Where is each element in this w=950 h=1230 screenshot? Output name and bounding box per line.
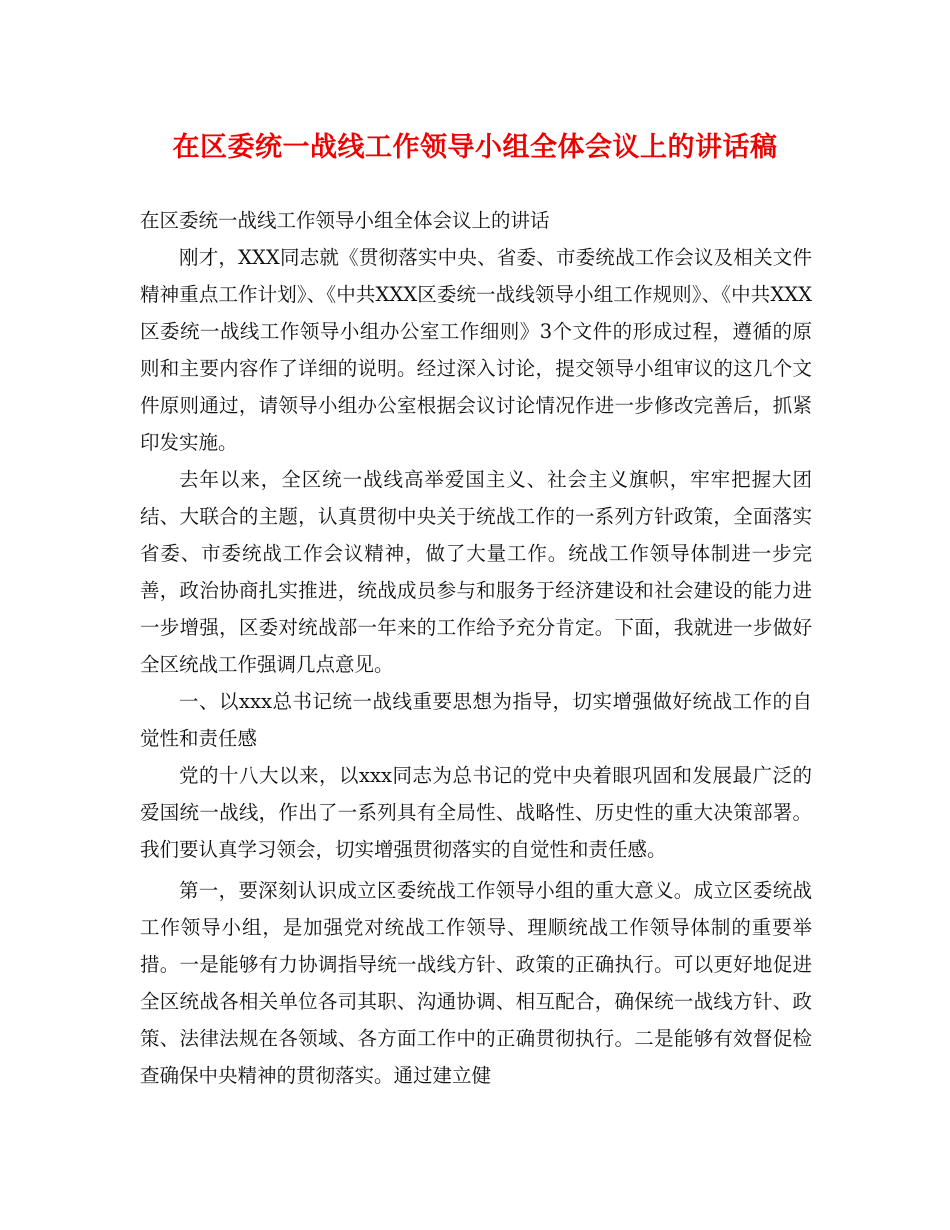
document-title: 在区委统一战线工作领导小组全体会议上的讲话稿 [172,132,778,163]
paragraph: 党的十八大以来，以xxx同志为总书记的党中央着眼巩固和发展最广泛的爱国统一战线，作出了一系列具有全局性、战略性、历史性的重大决策部署。我们要认真学习领会，切实增强贯彻落实的自觉性和责任感。 [140,764,812,861]
paragraph: 刚才，XXX同志就《贯彻落实中央、省委、市委统战工作会议及相关文件精神重点工作计划》、《中共XXX区委统一战线领导小组工作规则》、《中共XXX区委统一战线工作领导小组办公室工作细则》3个文件的形成过程，遵循的原则和主要内容作了详细的说明。经过深入讨论，提交领导小组审议的这几个文件原则通过，请领导小组办公室根据会议讨论情况作进一步修改完善后，抓紧印发实施。 [140,246,812,454]
speech-subtitle: 在区委统一战线工作领导小组全体会议上的讲话 [140,209,550,232]
section-heading: 一、以xxx总书记统一战线重要思想为指导，切实增强做好统战工作的自觉性和责任感 [140,690,812,750]
paragraph: 去年以来，全区统一战线高举爱国主义、社会主义旗帜，牢牢把握大团结、大联合的主题，认真贯彻中央关于统战工作的一系列方针政策，全面落实省委、市委统战工作会议精神，做了大量工作。统战工作领导体制进一步完善，政治协商扎实推进，统战成员参与和服务于经济建设和社会建设的能力进一步增强，区委对统战部一年来的工作给予充分肯定。下面，我就进一步做好全区统战工作强调几点意见。 [140,468,812,676]
paragraph: 第一，要深刻认识成立区委统战工作领导小组的重大意义。成立区委统战工作领导小组，是加强党对统战工作领导、理顺统战工作领导体制的重要举措。一是能够有力协调指导统一战线方针、政策的正确执行。可以更好地促进全区统战各相关单位各司其职、沟通协调、相互配合，确保统一战线方针、政策、法律法规在各领域、各方面工作中的正确贯彻执行。二是能够有效督促检查确保中央精神的贯彻落实。通过建立健 [140,879,812,1087]
document-body [140,202,812,1094]
